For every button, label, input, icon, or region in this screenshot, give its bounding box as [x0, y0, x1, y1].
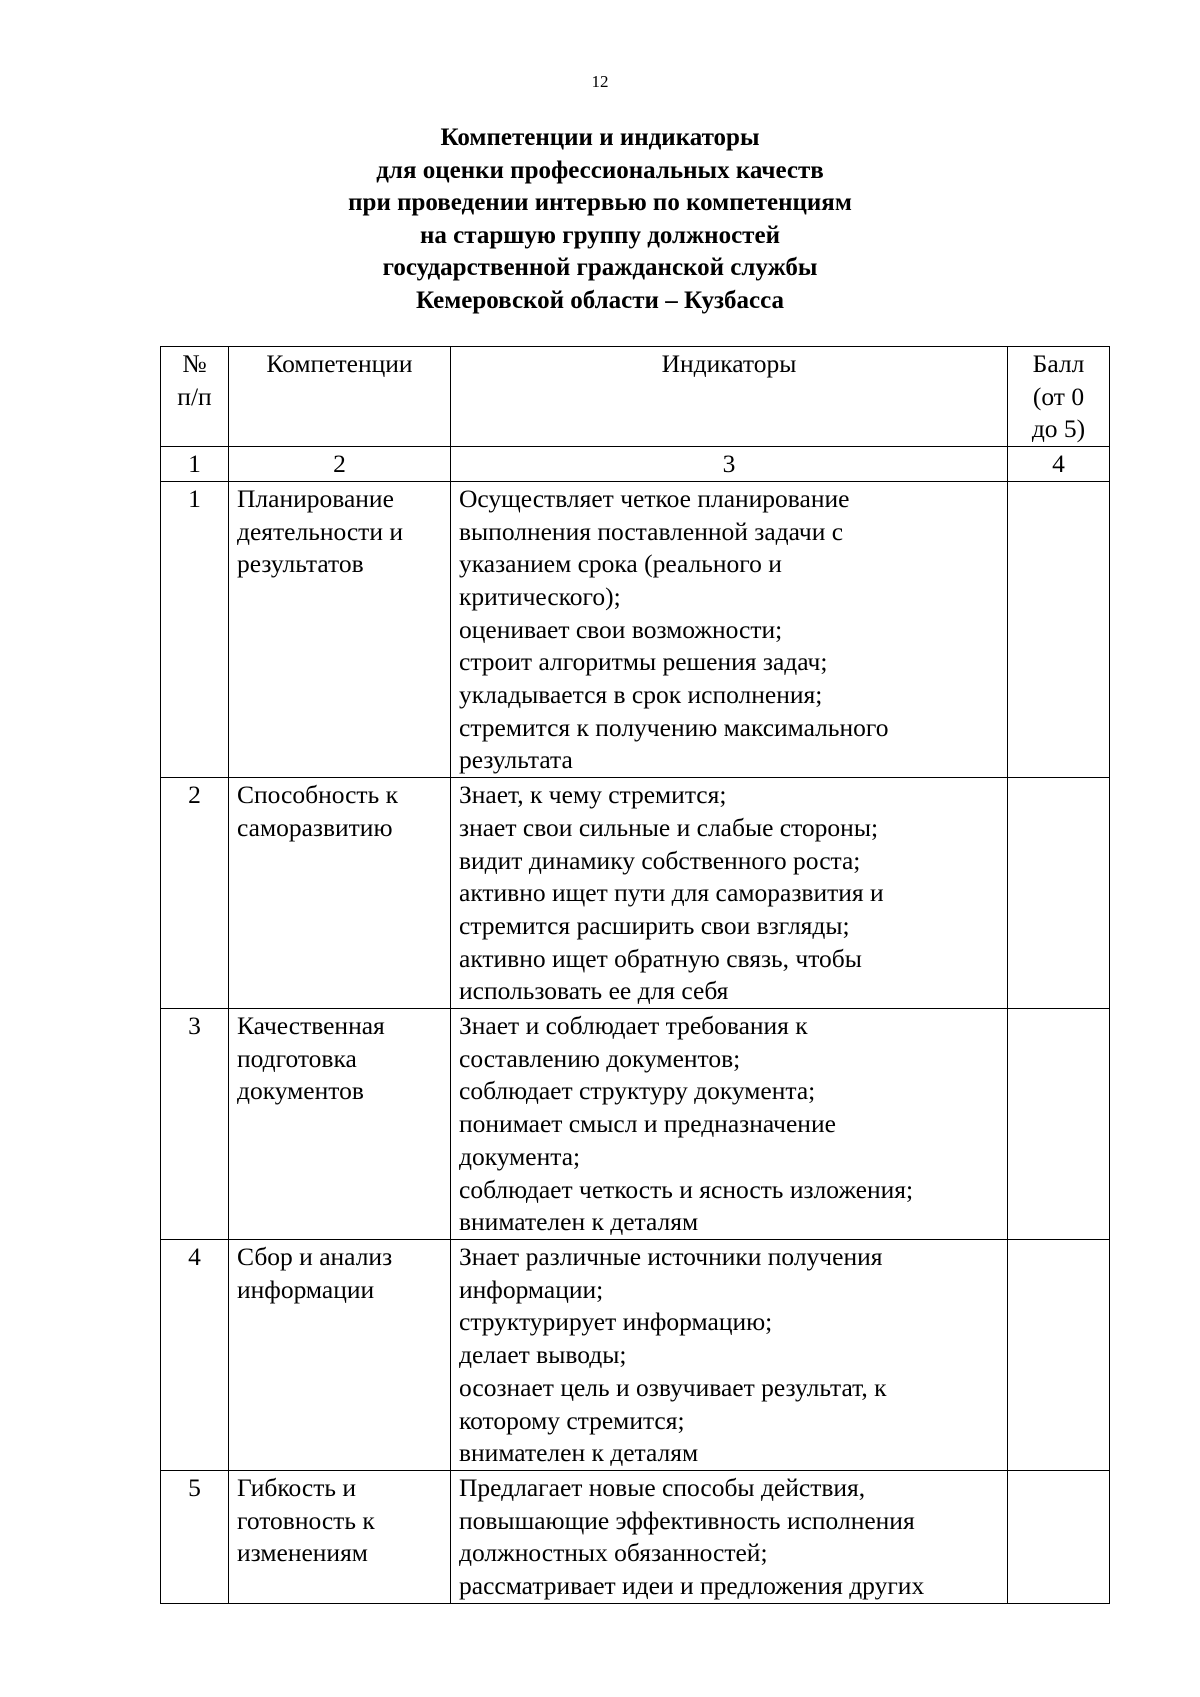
competency-line: результатов [237, 549, 364, 579]
indicator-line: использовать ее для себя [459, 976, 729, 1006]
score-cell[interactable] [1008, 1470, 1110, 1603]
indicators-cell [451, 1009, 1008, 1240]
indicator-line: Знает различные источники получения [459, 1241, 883, 1271]
competency-line: Качественная [237, 1011, 385, 1041]
table-row [161, 778, 1110, 1009]
score-cell[interactable] [1008, 778, 1110, 1009]
indicator-line: составлению документов; [459, 1043, 741, 1073]
table-body [161, 481, 1110, 1603]
title-line: Кемеровской области – Кузбасса [415, 286, 785, 314]
row-number-cell: 4 [161, 1239, 229, 1470]
competency-line: Планирование [237, 483, 394, 513]
title-line: при проведении интервью по компетенциям [348, 189, 852, 217]
title-line: Компетенции и индикаторы [440, 124, 760, 151]
indicator-line: Предлагает новые способы действия, [459, 1472, 866, 1502]
competency-line: саморазвитию [237, 812, 393, 842]
header-score-line: Балл [1032, 349, 1085, 378]
indicator-line: знает свои сильные и слабые стороны; [459, 812, 879, 842]
competency-line: подготовка [237, 1043, 357, 1073]
indicator-line: которому стремится; [459, 1405, 685, 1435]
competency-cell [229, 1239, 451, 1470]
document-title [0, 122, 1200, 318]
score-cell[interactable] [1008, 1239, 1110, 1470]
competency-line: Способность к [237, 780, 398, 810]
indicator-line: строит алгоритмы решения задач; [459, 647, 828, 677]
indicators-cell [451, 481, 1008, 777]
indicator-line: рассматривает идеи и предложения других [459, 1571, 925, 1601]
header-score-cell [1008, 347, 1110, 447]
indicator-line: активно ищет пути для саморазвития и [459, 878, 884, 908]
indicator-line: результата [459, 745, 573, 775]
indicator-line: внимателен к деталям [459, 1438, 699, 1468]
header-competencies-cell: Компетенции [229, 347, 451, 447]
column-number-cell: 2 [229, 447, 451, 482]
title-line: для оценки профессиональных качеств [376, 156, 824, 184]
indicator-line: стремится к получению максимального [459, 712, 889, 742]
table-row [161, 481, 1110, 777]
score-cell[interactable] [1008, 481, 1110, 777]
header-num-line: п/п [177, 381, 212, 411]
competency-line: Сбор и анализ [237, 1241, 393, 1271]
indicator-line: осознает цель и озвучивает результат, к [459, 1372, 887, 1402]
competency-cell [229, 778, 451, 1009]
indicator-line: оценивает свои возможности; [459, 614, 783, 644]
row-number-cell: 3 [161, 1009, 229, 1240]
header-num-line: № [182, 349, 207, 378]
table-header-row [161, 347, 1110, 447]
indicator-line: стремится расширить свои взгляды; [459, 910, 850, 940]
competency-line: деятельности и [237, 516, 403, 546]
score-cell[interactable] [1008, 1009, 1110, 1240]
indicator-line: Осуществляет четкое планирование [459, 483, 850, 513]
row-number-cell: 1 [161, 481, 229, 777]
column-number-cell: 4 [1008, 447, 1110, 482]
page-number: 12 [591, 72, 609, 91]
indicator-line: Знает, к чему стремится; [459, 780, 727, 810]
title-line: на старшую группу должностей [420, 221, 780, 249]
table-row [161, 1239, 1110, 1470]
column-number-row [161, 447, 1110, 482]
header-score-line: (от 0 [1032, 381, 1085, 411]
indicator-line: Знает и соблюдает требования к [459, 1011, 808, 1041]
competency-line: информации [237, 1274, 375, 1304]
indicator-line: делает выводы; [459, 1340, 627, 1370]
column-number-cell: 1 [161, 447, 229, 482]
title-line: государственной гражданской службы [382, 254, 818, 282]
indicator-line: должностных обязанностей; [459, 1538, 768, 1568]
competency-cell [229, 481, 451, 777]
indicator-line: соблюдает структуру документа; [459, 1076, 816, 1106]
indicator-line: выполнения поставленной задачи с [459, 516, 844, 546]
indicator-line: активно ищет обратную связь, чтобы [459, 943, 862, 973]
indicator-line: повышающие эффективность исполнения [459, 1505, 915, 1535]
table-row [161, 1009, 1110, 1240]
indicator-line: структурирует информацию; [459, 1307, 773, 1337]
indicators-cell [451, 778, 1008, 1009]
header-indicators-cell: Индикаторы [451, 347, 1008, 447]
competency-line: готовность к [237, 1505, 375, 1535]
competency-line: документов [237, 1076, 364, 1106]
competency-cell [229, 1470, 451, 1603]
competency-line: Гибкость и [237, 1472, 356, 1502]
indicator-line: критического); [459, 581, 621, 611]
indicator-line: указанием срока (реального и [459, 549, 782, 579]
row-number-cell: 2 [161, 778, 229, 1009]
competency-line: изменениям [237, 1538, 368, 1568]
indicator-line: видит динамику собственного роста; [459, 845, 861, 875]
indicator-line: укладывается в срок исполнения; [459, 680, 823, 710]
indicators-cell [451, 1239, 1008, 1470]
indicators-cell [451, 1470, 1008, 1603]
indicator-line: информации; [459, 1274, 604, 1304]
column-number-cell: 3 [451, 447, 1008, 482]
indicator-line: соблюдает четкость и ясность изложения; [459, 1174, 914, 1204]
competency-table [160, 346, 1110, 1604]
table-row [161, 1470, 1110, 1603]
indicator-line: понимает смысл и предназначение [459, 1109, 836, 1139]
row-number-cell: 5 [161, 1470, 229, 1603]
indicator-line: документа; [459, 1141, 581, 1171]
competency-cell [229, 1009, 451, 1240]
indicator-line: внимателен к деталям [459, 1207, 699, 1237]
header-num-cell [161, 347, 229, 447]
header-score-line: до 5) [1031, 414, 1086, 444]
